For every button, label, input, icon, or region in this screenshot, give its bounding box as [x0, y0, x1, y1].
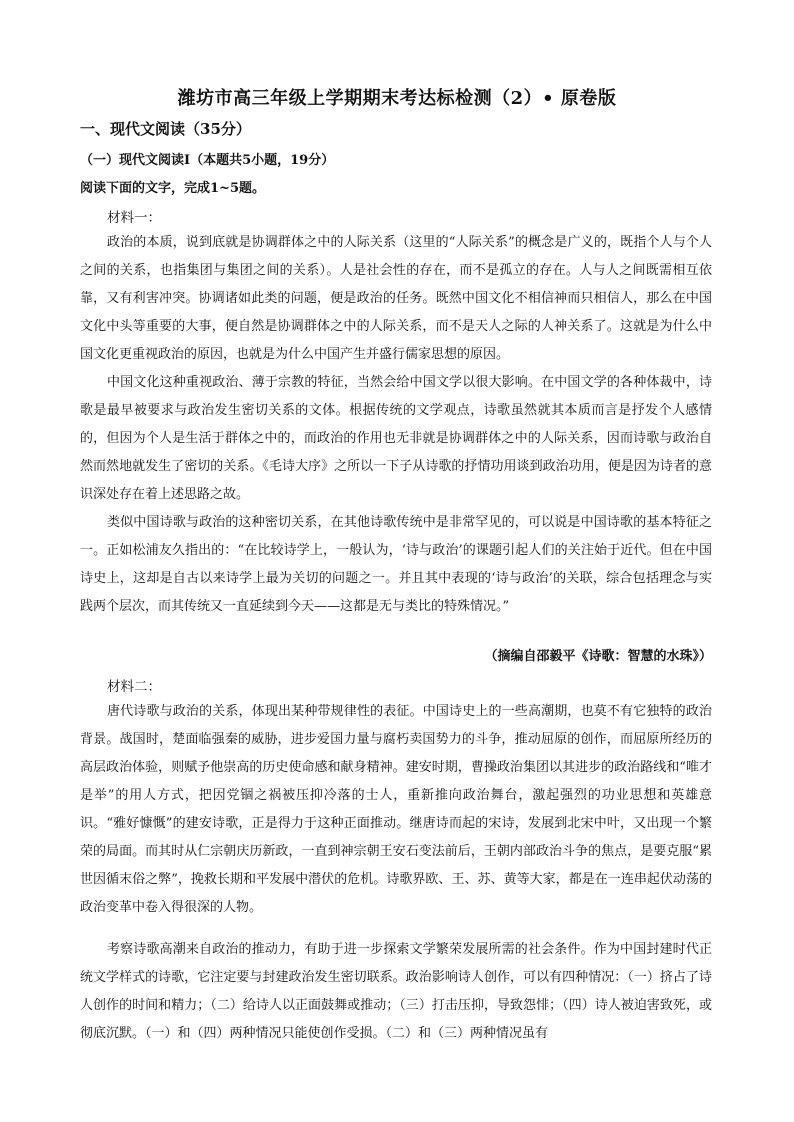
material-two-paragraph-1: 唐代诗歌与政治的关系，体现出某种带规律性的表征。中国诗史上的一些高潮期，也莫不有它独特的政治背景。战国时，楚面临强秦的威胁，进步爱国力量与腐朽卖国势力的斗争，推动屈原的创作，而屈原所经历的高层政治体验，则赋予他崇高的历史使命感和献身精神。建安时期，曹操政治集团以其进步的政治路线和“唯才是举”的用人方式，把因党锢之祸被压抑冷落的士人，重新推向政治舞台，激起强烈的功业思想和英雄意识。“雅好慷慨”的建安诗歌，正是得力于这种正面推动。继唐诗而起的宋诗，发展到北宋中叶，又出现一个繁荣的局面。而其时从仁宗朝庆历新政，一直到神宗朝王安石变法前后，王朝内部政治斗争的焦点，是要克服“累世因循末俗之弊”，挽救长期和平发展中潜伏的危机。诗歌界欧、王、苏、黄等大家，都是在一连串起伏动荡的政治变革中卷入得很深的人物。	[80, 704, 712, 915]
material-one-paragraph-3: 类似中国诗歌与政治的这种密切关系，在其他诗歌传统中是非常罕见的，可以说是中国诗歌的基本特征之一。正如松浦友久指出的：“在比较诗学上，一般认为，‘诗与政治’的课题引起人们的关注始于近代。但在中国诗史上，这却是自古以来诗学上最为关切的问题之一。并且其中表现的‘诗与政治’的关联，综合包括理念与实践两个层次，而其传统又一直延续到今天——这都是无与类比的特殊情况。”	[80, 515, 712, 614]
material-one-paragraph-2: 中国文化这种重视政治、薄于宗教的特征，当然会给中国文学以很大影响。在中国文学的各种体裁中，诗歌是最早被要求与政治发生密切关系的文体。根据传统的文学观点，诗歌虽然就其本质而言是抒发个人感情的，但因为个人是生活于群体之中的，而政治的作用也无非就是协调群体之中的人际关系，因而诗歌与政治自然而然地就发生了密切的关系。《毛诗大序》之所以一下子从诗歌的抒情功用谈到政治功用，便是因为诗者的意识深处存在着上述思路之故。	[80, 375, 712, 502]
material-two-paragraph-2: 考察诗歌高潮来自政治的推动力，有助于进一步探索文学繁荣发展所需的社会条件。作为中国封建时代正统文学样式的诗歌，它注定要与封建政治发生密切联系。政治影响诗人创作，可以有四种情况：（一）挤占了诗人创作的时间和精力；（二）给诗人以正面鼓舞或推动；（三）打击压抑，导致怨悱；（四）诗人被迫害致死，或彻底沉默。（一）和（四）两种情况只能使创作受损。（二）和（三）两种情况虽有	[80, 942, 712, 1041]
material-one-source: （摘编自邵毅平《诗歌：智慧的水珠》）	[484, 649, 712, 664]
material-two-label: 材料二：	[107, 679, 161, 695]
material-one-label: 材料一：	[107, 210, 161, 226]
material-one-paragraph-1: 政治的本质，说到底就是协调群体之中的人际关系（这里的“人际关系”的概念是广义的，既指个人与个人之间的关系，也指集团与集团之间的关系）。人是社会性的存在，而不是孤立的存在。人与人之间既需相互依靠，又有利害冲突。协调诸如此类的问题，便是政治的任务。既然中国文化不相信神而只相信人，那么在中国文化中头等重要的大事，便自然是协调群体之中的人际关系，而不是天人之际的人神关系了。这就是为什么中国文化更重视政治的原因，也就是为什么中国产生并盛行儒家思想的原因。	[80, 235, 712, 362]
subsection-heading: （一）现代文阅读Ⅰ（本题共5小题，19分）	[80, 153, 335, 168]
document-title: 潍坊市高三年级上学期期末考达标检测（2）• 原卷版	[177, 88, 617, 109]
section-heading: 一、现代文阅读（35分）	[80, 120, 251, 138]
reading-instruction: 阅读下面的文字，完成1~5题。	[80, 181, 265, 196]
